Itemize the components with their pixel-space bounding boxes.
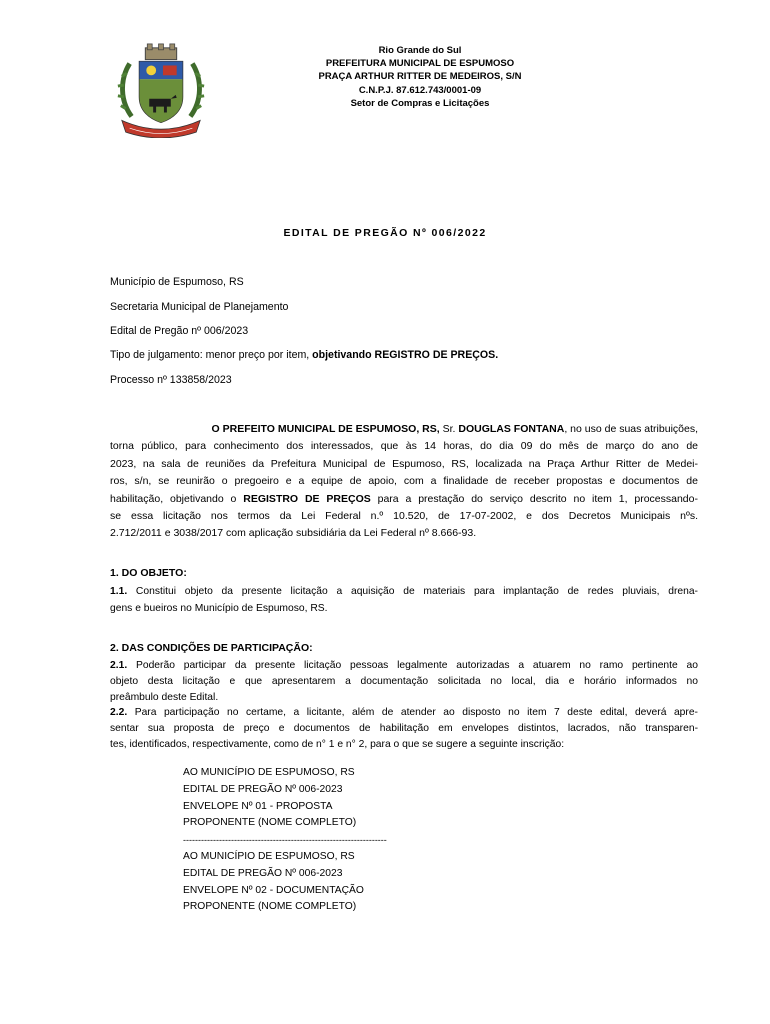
intro-text: habilitação, objetivando o bbox=[110, 492, 244, 505]
item-number: 2.1. bbox=[110, 660, 128, 671]
section-2-text: Para participação no certame, a licitante, além de atender ao disposto no item 7 deste edital, deverá apre- bbox=[127, 707, 698, 719]
intro-bold: REGISTRO DE PREÇOS bbox=[243, 492, 371, 505]
header-cnpj: C.N.P.J. 87.612.743/0001-09 bbox=[358, 84, 482, 96]
intro-line: 2.712/2011 e 3038/2017 com aplicação subsidiária da Lei Federal nº 8.666-93. bbox=[110, 527, 477, 540]
meta-secretaria: Secretaria Municipal de Planejamento bbox=[110, 301, 289, 313]
envelope-line: ENVELOPE Nº 02 - DOCUMENTAÇÃO bbox=[183, 884, 364, 896]
meta-tipo-text: Tipo de julgamento: menor preço por item, bbox=[110, 349, 313, 361]
envelope-line: AO MUNICÍPIO DE ESPUMOSO, RS bbox=[183, 767, 355, 778]
meta-municipio: Município de Espumoso, RS bbox=[110, 276, 244, 288]
envelope-line: ENVELOPE Nº 01 - PROPOSTA bbox=[183, 800, 333, 812]
section-2-title: 2. DAS CONDIÇÕES DE PARTICIPAÇÃO: bbox=[110, 642, 313, 654]
intro-line: torna público, para conhecimento dos interessados, que às 14 horas, do dia 09 do mês de março do ano de bbox=[110, 440, 698, 453]
section-2-line bbox=[110, 705, 698, 721]
section-2-line bbox=[110, 658, 698, 674]
section-2-line: preâmbulo deste Edital. bbox=[110, 691, 219, 703]
intro-line bbox=[110, 491, 698, 508]
intro-paragraph bbox=[110, 421, 698, 543]
letterhead bbox=[290, 44, 550, 110]
envelope-line: PROPONENTE (NOME COMPLETO) bbox=[183, 817, 357, 829]
section-1-body bbox=[110, 583, 698, 617]
meta-edital: Edital de Pregão nº 006/2023 bbox=[110, 325, 249, 337]
section-1-line: gens e bueiros no Município de Espumoso, RS. bbox=[110, 603, 328, 614]
header-address: PRAÇA ARTHUR RITTER DE MEDEIROS, S/N bbox=[318, 71, 522, 83]
document-title: EDITAL DE PREGÃO Nº 006/2022 bbox=[283, 227, 487, 239]
intro-line: se essa licitação nos termos da Lei Federal n.º 10.520, de 17-07-2002, e dos Decretos Municipais nºs. bbox=[110, 509, 698, 522]
meta-tipo-julgamento bbox=[110, 349, 498, 361]
intro-text: para a prestação do serviço descrito no item 1, processando- bbox=[370, 492, 698, 505]
intro-line bbox=[110, 421, 698, 438]
intro-line: 2023, na sala de reuniões da Prefeitura Municipal de Espumoso, RS, localizada na Praça Arthur Ritter de Medei- bbox=[110, 457, 698, 470]
section-2-line: objeto desta licitação e que apresentarem a documentação solicitada no local, dia e horário informados no bbox=[110, 675, 698, 687]
envelope-inscription bbox=[183, 765, 387, 916]
intro-line: ros, s/n, se reunirão o pregoeiro e a equipe de apoio, com a finalidade de receber propostas e documentos de bbox=[110, 475, 698, 488]
section-1-line bbox=[110, 583, 698, 600]
intro-bold: O PREFEITO MUNICIPAL DE ESPUMOSO, RS, bbox=[211, 423, 440, 435]
section-1-title: 1. DO OBJETO: bbox=[110, 567, 187, 579]
section-1-text: Constitui objeto da presente licitação a aquisição de materiais para implantação de redes pluviais, drena- bbox=[127, 586, 698, 597]
section-2-1-body bbox=[110, 658, 698, 753]
header-department: Setor de Compras e Licitações bbox=[350, 97, 490, 109]
envelope-line: EDITAL DE PREGÃO Nº 006-2023 bbox=[183, 867, 343, 879]
envelope-line: AO MUNICÍPIO DE ESPUMOSO, RS bbox=[183, 850, 355, 862]
item-number: 2.2. bbox=[110, 707, 128, 719]
envelope-line: PROPONENTE (NOME COMPLETO) bbox=[183, 901, 357, 913]
intro-text: Sr. bbox=[439, 423, 459, 435]
item-number: 1.1. bbox=[110, 586, 128, 597]
intro-text: , no uso de suas atribuições, bbox=[564, 423, 698, 435]
meta-tipo-bold: objetivando REGISTRO DE PREÇOS. bbox=[312, 349, 499, 361]
coat-of-arms-seal bbox=[112, 40, 210, 138]
section-2-line: sentar sua proposta de preço e documentos de habilitação em envelopes distintos, lacrados, não transparen- bbox=[110, 723, 698, 735]
header-state: Rio Grande do Sul bbox=[378, 45, 462, 56]
envelope-line: EDITAL DE PREGÃO Nº 006-2023 bbox=[183, 783, 343, 795]
section-2-line: tes, identificados, respectivamente, como de n° 1 e n° 2, para o que se sugere a seguinte inscrição: bbox=[110, 738, 565, 750]
meta-processo: Processo nº 133858/2023 bbox=[110, 374, 232, 386]
section-2-text: Poderão participar da presente licitação pessoas legalmente autorizadas a atuarem no ramo pertinente ao bbox=[127, 660, 698, 671]
intro-bold: DOUGLAS FONTANA bbox=[458, 423, 565, 435]
envelope-separator: -------------------------------------------------------------------- bbox=[183, 835, 387, 846]
header-prefeitura: PREFEITURA MUNICIPAL DE ESPUMOSO bbox=[325, 58, 515, 70]
